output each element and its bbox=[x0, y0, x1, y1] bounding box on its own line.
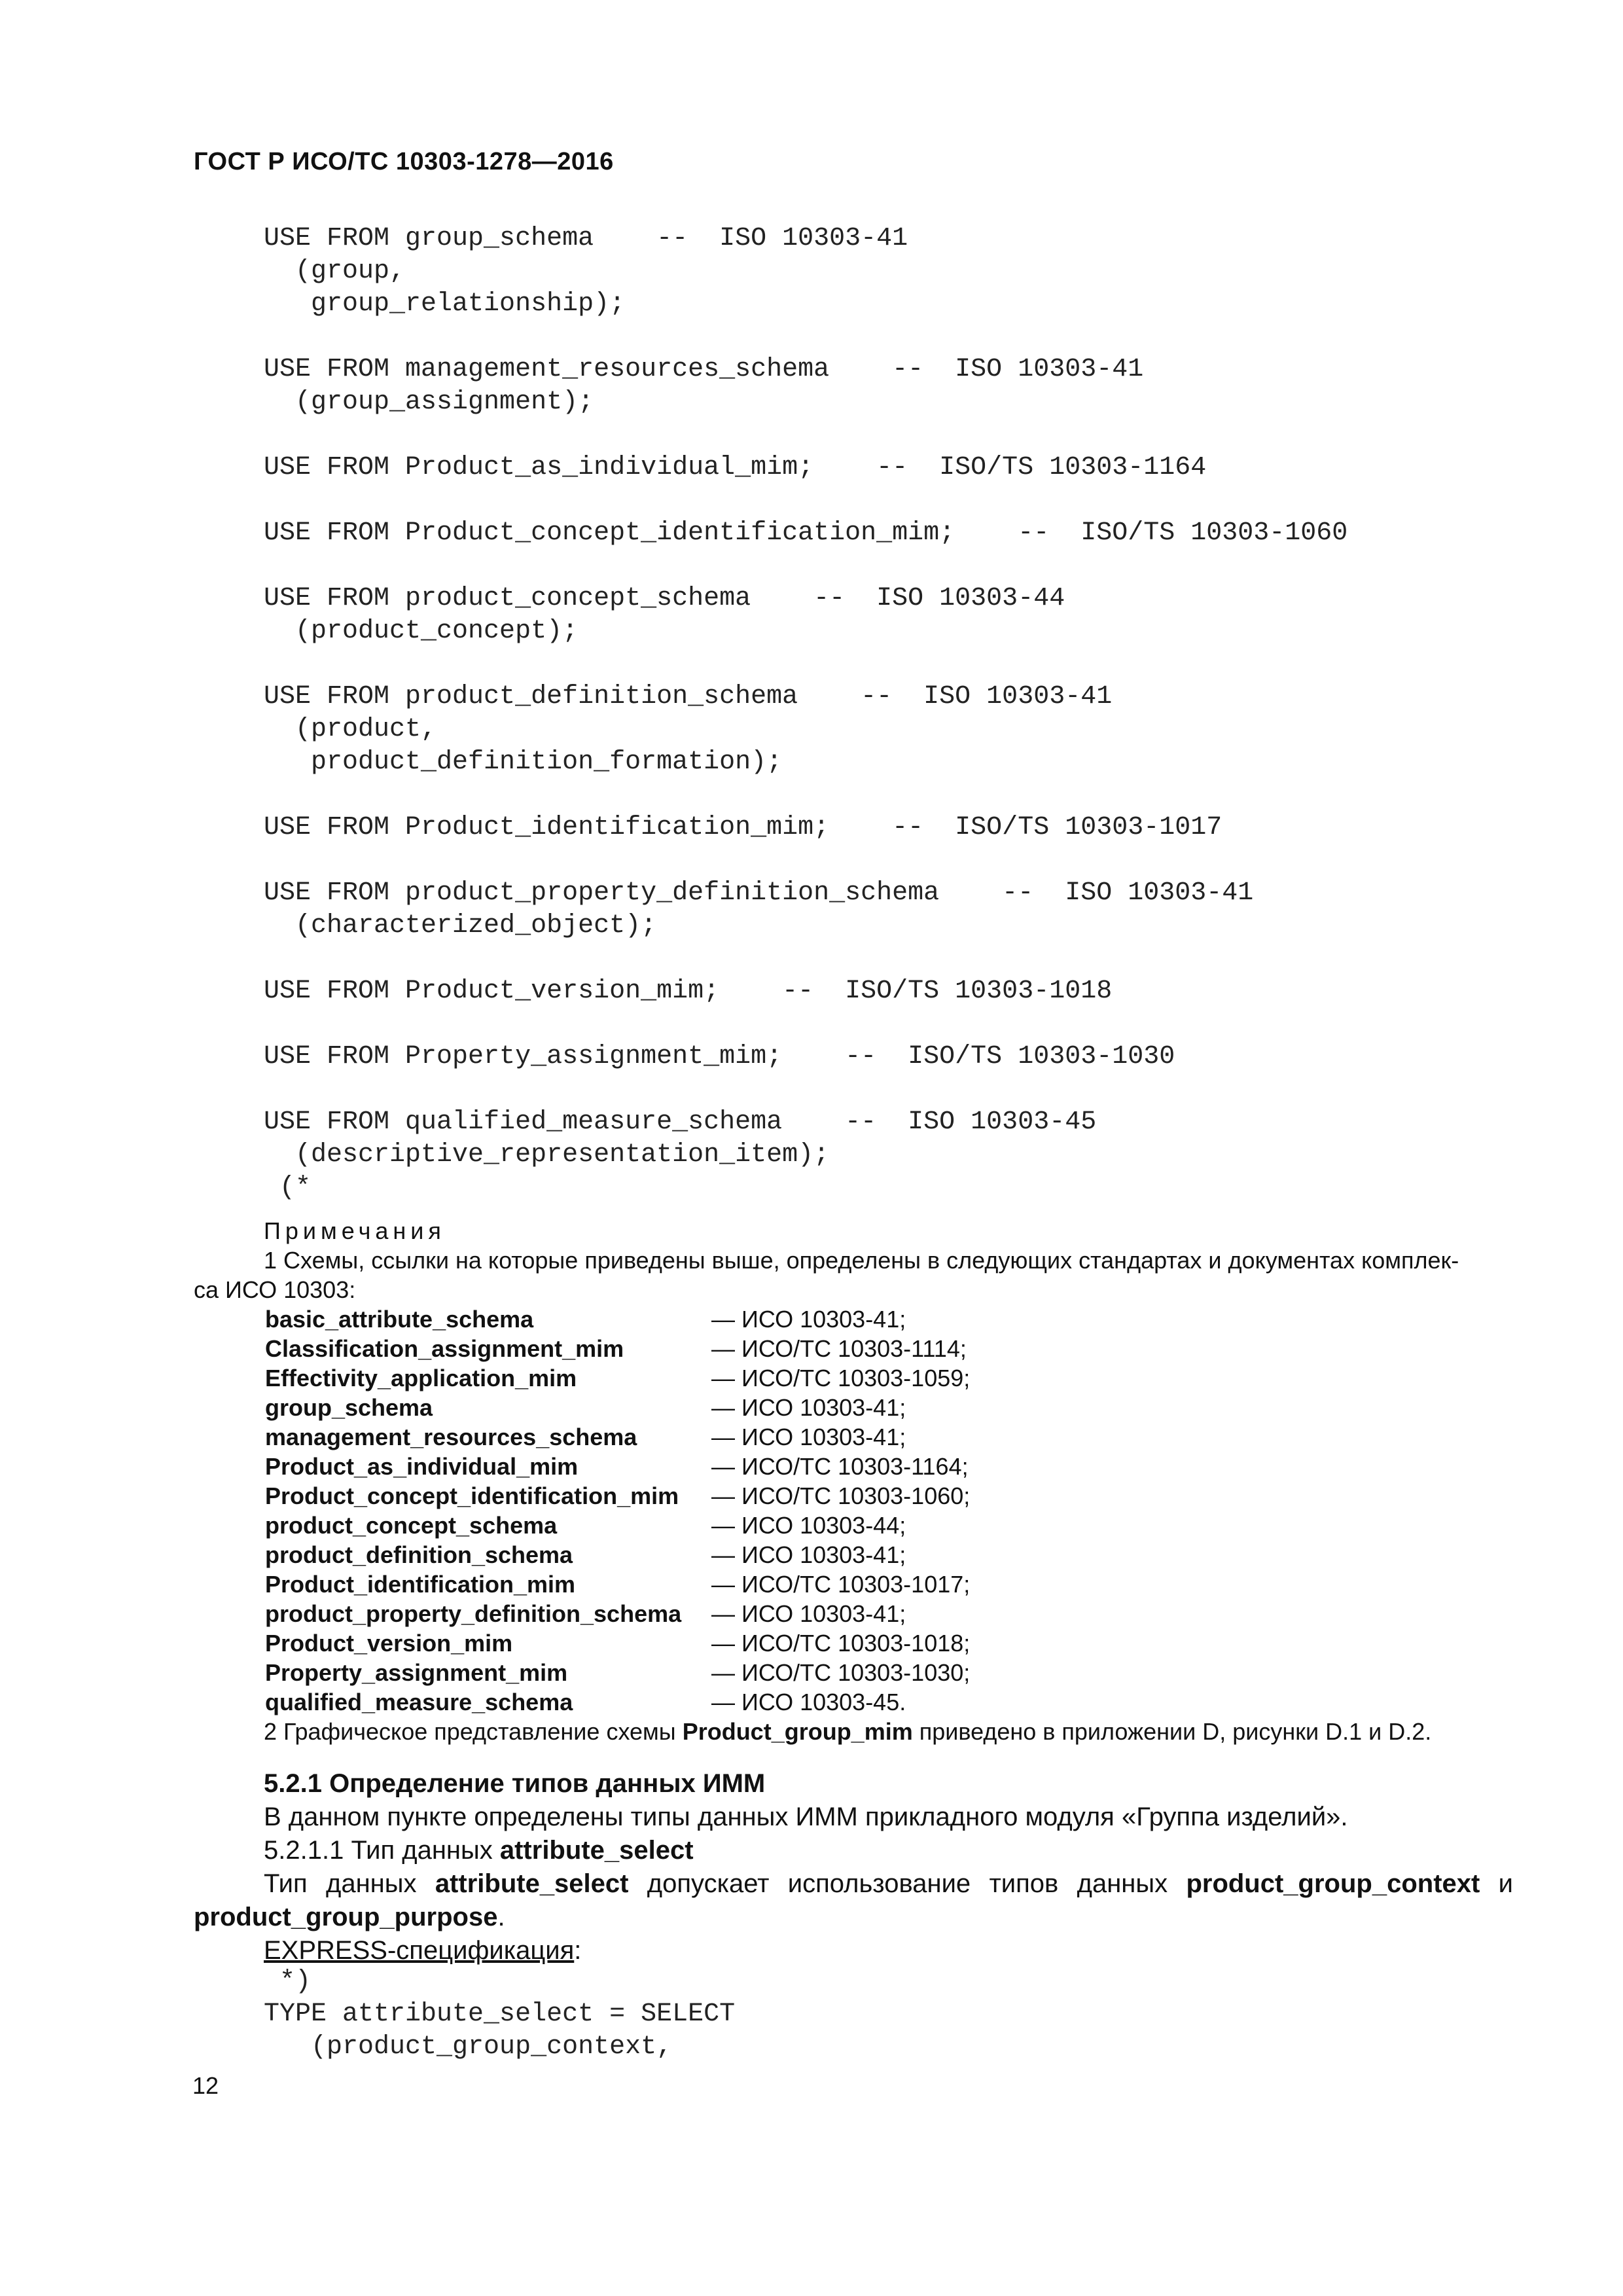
code-line: USE FROM Product_identification_mim; -- ISO/TS 10303-1017 bbox=[264, 813, 1222, 842]
reference-schema-name: basic_attribute_schema bbox=[265, 1306, 534, 1333]
reference-standard: — ИСО/ТС 10303-1164; bbox=[711, 1453, 969, 1480]
reference-row bbox=[265, 1363, 1513, 1393]
reference-row bbox=[265, 1481, 1513, 1511]
code-blank-line bbox=[264, 844, 1347, 877]
note-1-line-2: са ИСО 10303: bbox=[194, 1276, 356, 1303]
express-code-block bbox=[264, 223, 1347, 1204]
desc-text-1: Тип данных bbox=[264, 1869, 435, 1898]
reference-standard: — ИСО 10303-41; bbox=[711, 1424, 906, 1450]
desc-text-3: и bbox=[1480, 1869, 1513, 1898]
code-blank-line bbox=[264, 419, 1347, 452]
notes-section bbox=[194, 1216, 1513, 1746]
reference-schema-name: Product_concept_identification_mim bbox=[265, 1482, 679, 1509]
reference-standard: — ИСО/ТС 10303-1018; bbox=[711, 1630, 971, 1657]
note-2-text-pre: 2 Графическое представление схемы bbox=[264, 1718, 683, 1745]
code-line: USE FROM qualified_measure_schema -- ISO 10303-45 bbox=[264, 1107, 1097, 1137]
express-code-tail bbox=[264, 1965, 735, 2064]
reference-schema-name: management_resources_schema bbox=[265, 1424, 637, 1450]
reference-row bbox=[265, 1452, 1513, 1481]
code-line: USE FROM management_resources_schema -- ISO 10303-41 bbox=[264, 355, 1144, 384]
code-line: USE FROM Product_as_individual_mim; -- ISO/TS 10303-1164 bbox=[264, 453, 1207, 482]
reference-schema-name: qualified_measure_schema bbox=[265, 1689, 573, 1715]
reference-row bbox=[265, 1687, 1513, 1717]
reference-row bbox=[265, 1304, 1513, 1334]
express-spec-label-text: EXPRESS-спецификация bbox=[264, 1936, 575, 1965]
note-2 bbox=[194, 1717, 1513, 1746]
code-line: (product, bbox=[264, 715, 437, 744]
subsection-title-pre: 5.2.1.1 Тип данных bbox=[264, 1836, 500, 1865]
section-heading: 5.2.1 Определение типов данных ИММ bbox=[264, 1769, 766, 1798]
code-line: (product_group_context, bbox=[264, 2032, 673, 2062]
reference-schema-name: Classification_assignment_mim bbox=[265, 1335, 624, 1362]
reference-row bbox=[265, 1511, 1513, 1540]
section-5-2-1 bbox=[194, 1767, 1513, 1967]
reference-schema-name: Effectivity_application_mim bbox=[265, 1365, 577, 1391]
reference-standard: — ИСО 10303-41; bbox=[711, 1600, 906, 1627]
reference-standard: — ИСО/ТС 10303-1114; bbox=[711, 1335, 967, 1362]
reference-standard: — ИСО 10303-41; bbox=[711, 1306, 906, 1333]
code-line: (* bbox=[264, 1173, 312, 1202]
code-blank-line bbox=[264, 779, 1347, 812]
desc-text-2: допускает использование типов данных bbox=[628, 1869, 1186, 1898]
code-line: USE FROM Property_assignment_mim; -- ISO/TS 10303-1030 bbox=[264, 1042, 1175, 1071]
reference-row bbox=[265, 1658, 1513, 1687]
code-line: (group_assignment); bbox=[264, 387, 594, 417]
code-line: USE FROM Product_concept_identification_mim; -- ISO/TS 10303-1060 bbox=[264, 518, 1348, 548]
type-description-line-2 bbox=[194, 1901, 1513, 1934]
section-intro: В данном пункте определены типы данных ИММ прикладного модуля «Группа изделий». bbox=[264, 1803, 1348, 1831]
code-line: TYPE attribute_select = SELECT bbox=[264, 2000, 736, 2029]
schema-reference-list bbox=[265, 1304, 1513, 1717]
reference-standard: — ИСО/ТС 10303-1017; bbox=[711, 1571, 971, 1598]
reference-schema-name: product_property_definition_schema bbox=[265, 1600, 682, 1627]
code-line: USE FROM Product_version_mim; -- ISO/TS 10303-1018 bbox=[264, 977, 1113, 1006]
reference-schema-name: product_concept_schema bbox=[265, 1512, 558, 1539]
reference-schema-name: Product_version_mim bbox=[265, 1630, 513, 1657]
code-line: USE FROM product_concept_schema -- ISO 10303-44 bbox=[264, 584, 1065, 613]
code-line: USE FROM product_definition_schema -- ISO 10303-41 bbox=[264, 682, 1113, 711]
type-description-line-1 bbox=[194, 1867, 1513, 1901]
reference-row bbox=[265, 1570, 1513, 1599]
subsection-title bbox=[194, 1834, 1513, 1867]
reference-standard: — ИСО/ТС 10303-1059; bbox=[711, 1365, 971, 1391]
reference-schema-name: product_definition_schema bbox=[265, 1541, 573, 1568]
code-line: (product_concept); bbox=[264, 617, 579, 646]
code-line: USE FROM group_schema -- ISO 10303-41 bbox=[264, 224, 908, 253]
reference-standard: — ИСО 10303-45. bbox=[711, 1689, 906, 1715]
reference-schema-name: Product_as_individual_mim bbox=[265, 1453, 579, 1480]
desc-type-product-group-context: product_group_context bbox=[1186, 1869, 1480, 1898]
reference-schema-name: group_schema bbox=[265, 1394, 433, 1421]
code-blank-line bbox=[264, 550, 1347, 583]
express-spec-label bbox=[194, 1934, 1513, 1967]
code-blank-line bbox=[264, 648, 1347, 681]
express-spec-colon: : bbox=[574, 1936, 582, 1965]
note-1-line-1: 1 Схемы, ссылки на которые приведены выше, определены в следующих стандартах и документах комплек- bbox=[264, 1247, 1459, 1274]
note-2-text-post: приведено в приложении D, рисунки D.1 и D.2. bbox=[912, 1718, 1432, 1745]
reference-standard: — ИСО/ТС 10303-1060; bbox=[711, 1482, 971, 1509]
reference-standard: — ИСО 10303-41; bbox=[711, 1541, 906, 1568]
document-header: ГОСТ Р ИСО/ТС 10303-1278—2016 bbox=[194, 148, 614, 175]
reference-row bbox=[265, 1628, 1513, 1658]
subsection-type-name: attribute_select bbox=[499, 1836, 694, 1865]
reference-standard: — ИСО/ТС 10303-1030; bbox=[711, 1659, 971, 1686]
reference-standard: — ИСО 10303-41; bbox=[711, 1394, 906, 1421]
code-line: (characterized_object); bbox=[264, 911, 657, 941]
reference-row bbox=[265, 1334, 1513, 1363]
code-line: (descriptive_representation_item); bbox=[264, 1140, 830, 1170]
code-line: group_relationship); bbox=[264, 289, 626, 319]
code-line: product_definition_formation); bbox=[264, 747, 783, 777]
notes-title: Примечания bbox=[264, 1217, 446, 1244]
code-line: *) bbox=[264, 1967, 312, 1996]
code-blank-line bbox=[264, 942, 1347, 975]
code-blank-line bbox=[264, 1073, 1347, 1106]
reference-schema-name: Product_identification_mim bbox=[265, 1571, 576, 1598]
reference-row bbox=[265, 1599, 1513, 1628]
reference-row bbox=[265, 1393, 1513, 1422]
note-2-schema-name: Product_group_mim bbox=[682, 1718, 913, 1745]
page-number: 12 bbox=[192, 2072, 219, 2099]
code-line: (group, bbox=[264, 257, 406, 286]
code-blank-line bbox=[264, 484, 1347, 517]
desc-type-attribute-select: attribute_select bbox=[435, 1869, 629, 1898]
reference-standard: — ИСО 10303-44; bbox=[711, 1512, 906, 1539]
desc-text-4: . bbox=[497, 1903, 505, 1931]
code-blank-line bbox=[264, 321, 1347, 353]
reference-schema-name: Property_assignment_mim bbox=[265, 1659, 568, 1686]
reference-row bbox=[265, 1422, 1513, 1452]
code-blank-line bbox=[264, 1008, 1347, 1041]
code-line: USE FROM product_property_definition_schema -- ISO 10303-41 bbox=[264, 878, 1254, 908]
desc-type-product-group-purpose: product_group_purpose bbox=[194, 1903, 498, 1931]
reference-row bbox=[265, 1540, 1513, 1570]
